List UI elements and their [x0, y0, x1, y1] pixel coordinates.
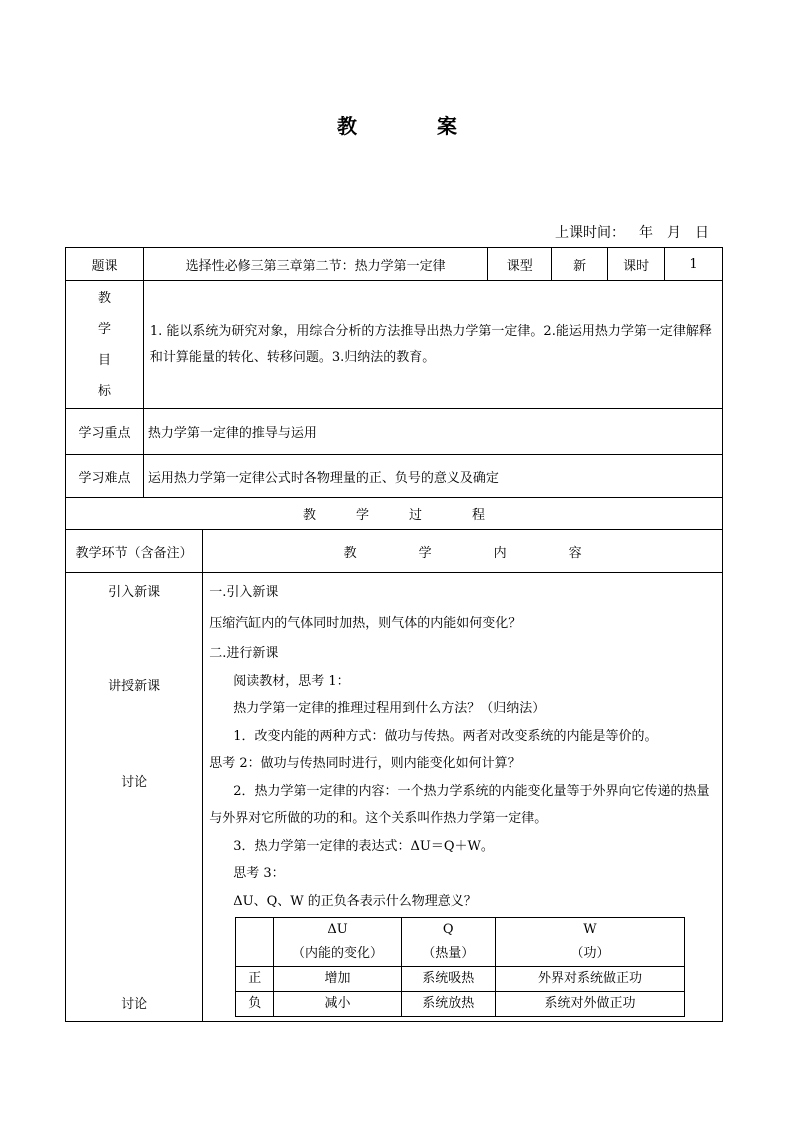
sign-table-row-negative — [236, 992, 685, 1017]
header-row — [66, 248, 723, 281]
date-month: 月 — [667, 225, 681, 241]
objectives-label: 教 学 目 标 — [66, 281, 144, 409]
process-body-row — [66, 573, 723, 1022]
label-discussion-2: 讨论 — [121, 997, 148, 1012]
content-line: 思考 2：做功与传热同时进行，则内能变化如何计算？ — [209, 756, 521, 771]
type-value: 新 — [552, 248, 608, 281]
key-points-text: 热力学第一定律的推导与运用 — [143, 409, 722, 455]
difficulties-label: 学习难点 — [66, 455, 144, 498]
hours-value: 1 — [665, 248, 723, 281]
label-lecture: 讲授新课 — [108, 679, 161, 694]
content-line: 2．热力学第一定律的内容：一个热力学系统的内能变化量等于外界向它传递的热量与外界对它所做的功的和。这个关系叫作热力学第一定律。 — [209, 783, 710, 826]
sign-table-row-positive — [236, 967, 685, 992]
content-line: 二.进行新课 — [209, 646, 279, 661]
sign-cell: 正 — [236, 967, 274, 992]
process-table — [65, 529, 723, 1022]
sign-cell: 负 — [236, 992, 274, 1017]
process-content — [203, 573, 723, 1022]
content-line: 一.引入新课 — [209, 585, 279, 600]
date-day: 日 — [695, 225, 709, 241]
topic-label: 题课 — [66, 248, 144, 281]
content-line: ΔU、Q、W 的正负各表示什么物理意义？ — [233, 893, 477, 909]
sign-table-cell: 系统对外做正功 — [495, 992, 685, 1017]
sign-table-cell: 增加 — [274, 967, 402, 992]
content-line: 1．改变内能的两种方式：做功与传热。两者对改变系统的内能是等价的。 — [233, 728, 658, 744]
sign-meaning-table — [235, 917, 685, 1017]
difficulties-text: 运用热力学第一定律公式时各物理量的正、负号的意义及确定 — [143, 455, 722, 498]
difficulties-row — [66, 455, 723, 498]
content-line: 热力学第一定律的推理过程用到什么方法？（归纳法） — [233, 701, 546, 716]
title-char-2: 案 — [437, 114, 457, 138]
objectives-row — [66, 281, 723, 409]
date-year: 年 — [639, 225, 653, 241]
process-heading: 教 学 过 程 — [66, 498, 723, 530]
process-col1-header: 教学环节（含备注） — [66, 530, 203, 573]
process-col2-header: 教 学 内 容 — [203, 530, 723, 573]
key-points-label: 学习重点 — [66, 409, 144, 455]
content-line: 阅读教材，思考 1： — [233, 673, 350, 689]
content-line: 思考 3： — [233, 866, 285, 881]
process-heading-row — [66, 498, 723, 530]
content-line: 3．热力学第一定律的表达式：ΔU＝Q＋W。 — [233, 838, 494, 854]
sign-table-cell: 系统吸热 — [401, 967, 495, 992]
type-label: 课型 — [488, 248, 552, 281]
date-label: 上课时间： — [555, 225, 625, 241]
topic-value: 选择性必修三第三章第二节：热力学第一定律 — [143, 248, 487, 281]
title-char-1: 教 — [337, 114, 357, 138]
sign-table-header-du: ΔU （内能的变化） — [274, 918, 402, 967]
objectives-text: 1. 能以系统为研究对象，用综合分析的方法推导出热力学第一定律。2.能运用热力学第一定律解释和计算能量的转化、转移问题。3.归纳法的教育。 — [143, 281, 722, 409]
sign-table-corner — [236, 918, 274, 967]
sign-table-header-row — [236, 918, 685, 967]
sign-table-cell: 外界对系统做正功 — [495, 967, 685, 992]
process-header-row — [66, 530, 723, 573]
sign-table-header-q: Q （热量） — [401, 918, 495, 967]
page-title — [0, 110, 794, 139]
content-line: 压缩汽缸内的气体同时加热，则气体的内能如何变化？ — [209, 615, 522, 631]
sign-table-cell: 系统放热 — [401, 992, 495, 1017]
sign-table-header-w: W （功） — [495, 918, 685, 967]
lesson-info-table — [65, 247, 723, 530]
hours-label: 课时 — [608, 248, 665, 281]
label-intro: 引入新课 — [108, 585, 161, 600]
sign-table-cell: 减小 — [274, 992, 402, 1017]
process-left-column — [66, 573, 203, 1022]
class-date-line — [555, 222, 723, 242]
key-points-row — [66, 409, 723, 455]
label-discussion-1: 讨论 — [121, 775, 148, 790]
